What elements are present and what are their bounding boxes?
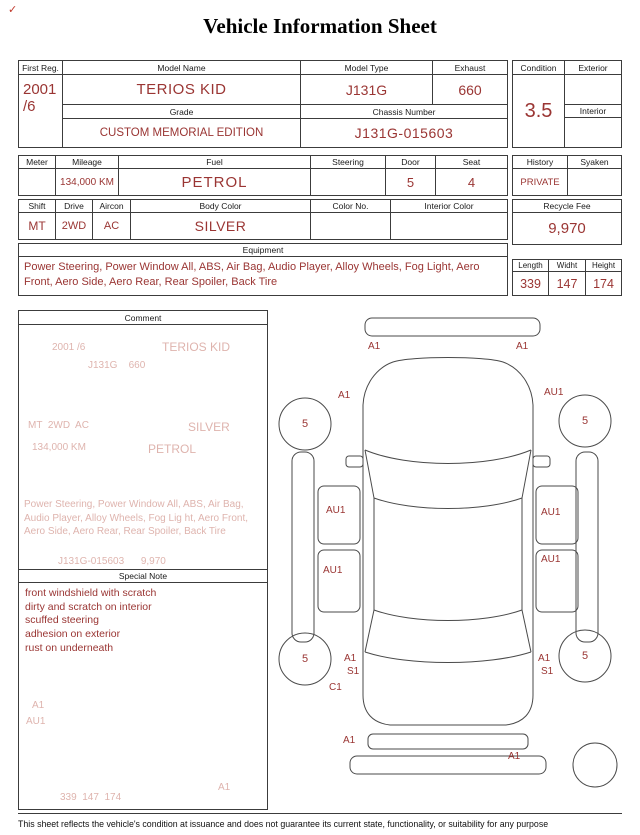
front-bumper-shape [365, 318, 540, 336]
ghost-text: 339 147 174 [60, 792, 122, 803]
ghost-text: SILVER [188, 420, 230, 434]
wheel-grade-marker: 5 [301, 653, 309, 665]
wheel-grade-marker: 5 [581, 415, 589, 427]
vehicle-id-table [18, 60, 508, 148]
shift-value: MT [28, 219, 46, 233]
length-value: 339 [520, 276, 541, 291]
damage-marker: S1 [541, 666, 554, 677]
grade-label: Grade [63, 105, 301, 119]
first-reg-value: 2001 /6 [23, 81, 57, 115]
chassis-number-value: J131G-015603 [354, 125, 454, 141]
rear-window-bottom-line [365, 652, 531, 663]
interior-label: Interior [565, 105, 621, 118]
dimensions-table [512, 259, 622, 296]
trunk-bar-shape [368, 734, 528, 749]
equipment-label: Equipment [19, 244, 507, 257]
model-name-value: TERIOS KID [63, 75, 301, 105]
recycle-fee-table [512, 199, 622, 245]
first-reg-label: First Reg. [19, 61, 62, 75]
damage-marker: A1 [368, 341, 381, 352]
interior-color-value [391, 213, 507, 239]
comment-label: Comment [19, 311, 267, 325]
condition-label: Condition [513, 61, 564, 75]
body-color-value: SILVER [194, 218, 247, 234]
history-value: PRIVATE [520, 176, 560, 188]
seat-label: Seat [436, 156, 507, 169]
ghost-text: TERIOS KID [162, 340, 231, 354]
condition-table [512, 60, 622, 148]
exhaust-value: 660 [433, 75, 507, 105]
shift-label: Shift [19, 200, 55, 213]
exhaust-label: Exhaust [433, 61, 507, 75]
wheel-grade-marker: 5 [301, 418, 309, 430]
ghost-text: J131G 660 [88, 360, 146, 371]
damage-marker: A1 [516, 341, 529, 352]
model-type-value: J131G [301, 75, 433, 105]
hood-line [365, 450, 531, 464]
damage-marker: A1 [338, 390, 351, 401]
special-note-text: front windshield with scratch dirty and scratch on interior scuffed steering adhesion on exterior rust on underneath [25, 587, 157, 654]
disclaimer-text: This sheet reflects the vehicle's condition at issuance and does not guarantee its current state, functionality, or suitability for any purpose [18, 813, 622, 829]
ghost-text: MT 2WD AC [28, 420, 89, 431]
car-body-outline [363, 358, 533, 726]
syaken-value [568, 169, 621, 195]
body-color-label: Body Color [131, 200, 310, 213]
ghost-text: 2001 /6 [52, 342, 86, 353]
damage-marker: A1 [508, 751, 521, 762]
exterior-label: Exterior [565, 61, 621, 75]
damage-marker: AU1 [323, 565, 343, 576]
mileage-value: 134,000 KM [60, 176, 114, 188]
rear-right-pillar [522, 610, 531, 652]
height-value: 174 [593, 276, 614, 291]
drive-label: Drive [56, 200, 92, 213]
ghost-text: Power Steering, Power Window All, ABS, Air Bag, Audio Player, Alloy Wheels, Fog Lig ht, Aero Front, Aero Side, Aero Rear, Rear Spoiler, Back Tire [24, 499, 249, 537]
fuel-label: Fuel [119, 156, 310, 169]
exterior-value [565, 75, 621, 105]
drivetrain-table [18, 199, 508, 240]
fuel-value: PETROL [181, 173, 248, 191]
damage-marker: AU1 [326, 505, 346, 516]
aircon-label: Aircon [93, 200, 130, 213]
condition-value: 3.5 [524, 99, 553, 122]
damage-marker: C1 [329, 682, 342, 693]
width-value: 147 [556, 276, 578, 291]
recycle-fee-value: 9,970 [548, 220, 586, 237]
wheel-grade-marker: 5 [581, 650, 589, 662]
interior-color-label: Interior Color [391, 200, 507, 213]
color-no-value [311, 213, 390, 239]
damage-marker: A1 [538, 653, 551, 664]
color-no-label: Color No. [311, 200, 390, 213]
steering-value [311, 169, 385, 195]
seat-value: 4 [467, 174, 476, 190]
height-label: Height [586, 260, 621, 272]
rear-window-top-line [374, 610, 522, 621]
meter-label: Meter [19, 156, 55, 169]
equipment-value: Power Steering, Power Window All, ABS, Air Bag, Audio Player, Alloy Wheels, Fog Light, Aero Front, Aero Side, Aero Rear, Rear Spoiler, Back Tire [24, 261, 480, 288]
specs-table [18, 155, 508, 196]
damage-marker: AU1 [541, 554, 561, 565]
length-label: Length [513, 260, 548, 272]
door-rear-left-shape [318, 550, 360, 612]
car-diagram-svg [268, 310, 622, 810]
ghost-text: 134,000 KM [32, 442, 86, 453]
mileage-label: Mileage [56, 156, 118, 169]
rear-left-pillar [365, 610, 374, 652]
spare-tire-circle [573, 743, 617, 787]
syaken-label: Syaken [568, 156, 621, 169]
history-table [512, 155, 622, 196]
mirror-left-shape [346, 456, 363, 467]
damage-marker: A1 [344, 653, 357, 664]
sill-right-shape [576, 452, 598, 642]
history-label: History [513, 156, 567, 169]
windshield-left-pillar [365, 450, 374, 498]
interior-value [565, 118, 621, 147]
mirror-right-shape [533, 456, 550, 467]
grade-value: CUSTOM MEMORIAL EDITION [63, 119, 301, 147]
windshield-line [374, 498, 522, 509]
page-title: Vehicle Information Sheet [203, 14, 437, 38]
special-note-label: Special Note [19, 569, 267, 583]
ghost-text: J131G-015603 9,970 [58, 556, 166, 567]
width-label: Widht [549, 260, 585, 272]
corner-mark: ✓ [8, 4, 18, 16]
damage-marker: AU1 [541, 507, 561, 518]
damage-marker: S1 [347, 666, 360, 677]
aircon-value: AC [103, 220, 120, 232]
meter-value [19, 169, 55, 195]
model-name-label: Model Name [63, 61, 301, 75]
ghost-text: AU1 [26, 716, 46, 727]
damage-marker: AU1 [544, 387, 564, 398]
sill-left-shape [292, 452, 314, 642]
car-diagram [268, 310, 622, 810]
door-label: Door [386, 156, 435, 169]
windshield-right-pillar [522, 450, 531, 498]
damage-marker: A1 [343, 735, 356, 746]
drive-value: 2WD [61, 220, 87, 232]
equipment-table [18, 243, 508, 296]
ghost-text: A1 [32, 700, 45, 711]
recycle-fee-label: Recycle Fee [513, 200, 621, 213]
ghost-text: PETROL [148, 442, 197, 456]
door-value: 5 [406, 174, 415, 190]
model-type-label: Model Type [301, 61, 433, 75]
chassis-number-label: Chassis Number [301, 105, 507, 119]
ghost-text: A1 [218, 782, 231, 793]
steering-label: Steering [311, 156, 385, 169]
